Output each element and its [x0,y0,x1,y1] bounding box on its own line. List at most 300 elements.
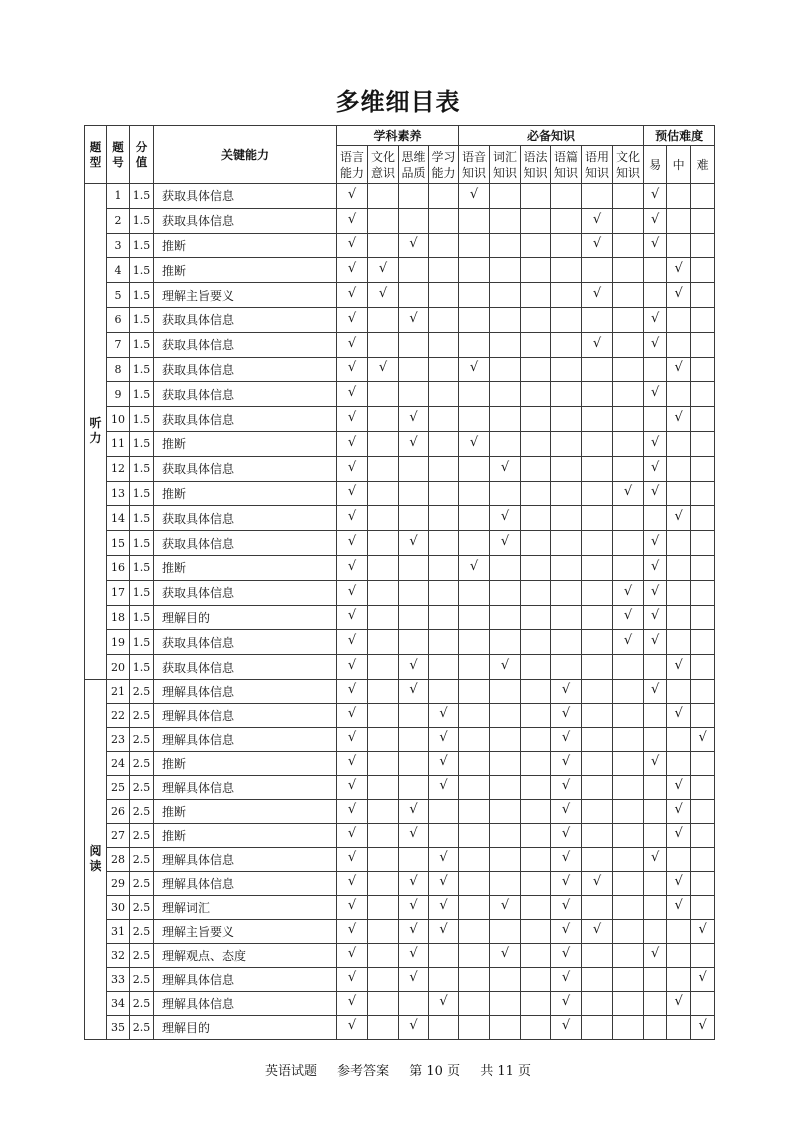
mark-cell [582,307,613,332]
mark-cell [399,823,429,847]
mark-cell [551,847,582,871]
mark-cell [399,283,429,308]
table-row [85,727,715,751]
header-type-label: 题型 [89,140,102,169]
mark-cell [337,871,368,895]
question-number: 35 [107,1015,130,1039]
table-row [85,283,715,308]
mark-cell [368,847,399,871]
mark-cell [582,481,613,506]
footer-doc: 参考答案 [337,1064,390,1079]
key-ability: 获取具体信息 [154,580,337,605]
question-number: 12 [107,456,130,481]
mark-cell [521,431,551,456]
mark-cell [429,823,459,847]
mark-cell [667,456,691,481]
mark-cell [644,895,667,919]
mark-cell [521,943,551,967]
mark-cell [691,967,715,991]
key-ability: 获取具体信息 [154,307,337,332]
mark-cell [429,967,459,991]
mark-cell [337,895,368,919]
mark-cell [551,751,582,775]
mark-cell [644,258,667,283]
column-header-line: 语言 [339,149,364,164]
key-ability: 理解具体信息 [154,871,337,895]
mark-cell [551,727,582,751]
mark-cell [667,481,691,506]
column-header-line: 知识 [585,165,610,180]
mark-cell [399,703,429,727]
mark-cell [644,357,667,382]
check-mark: √ [347,558,357,574]
mark-cell [613,679,644,703]
mark-cell [490,555,521,580]
mark-cell [337,605,368,630]
mark-cell [368,943,399,967]
column-header-line: 中 [672,157,685,172]
mark-cell [644,431,667,456]
mark-cell [429,703,459,727]
mark-cell [551,580,582,605]
check-mark: √ [674,410,683,426]
mark-cell [613,630,644,655]
mark-cell [459,208,490,233]
mark-cell [521,605,551,630]
column-header-line: 思维 [401,149,426,164]
mark-cell [368,991,399,1015]
mark-cell [582,823,613,847]
mark-cell [490,991,521,1015]
key-ability: 推断 [154,481,337,506]
mark-cell [582,703,613,727]
mark-cell [644,655,667,680]
check-mark: √ [469,434,479,450]
key-ability: 获取具体信息 [154,332,337,357]
mark-cell [582,283,613,308]
mark-cell [399,431,429,456]
question-number: 19 [107,630,130,655]
mark-cell [521,531,551,556]
mark-cell [551,871,582,895]
mark-cell [429,919,459,943]
mark-cell [691,332,715,357]
column-header-line: 语篇 [554,149,579,164]
check-mark: √ [674,874,683,890]
key-ability: 推断 [154,751,337,775]
check-mark: √ [439,922,448,938]
key-ability: 获取具体信息 [154,407,337,432]
mark-cell [429,775,459,799]
mark-cell [551,895,582,919]
question-score: 1.5 [130,382,154,407]
check-mark: √ [347,211,357,227]
mark-cell [644,580,667,605]
question-score: 2.5 [130,895,154,919]
check-mark: √ [347,826,357,842]
check-mark: √ [650,310,660,326]
mark-cell [691,895,715,919]
mark-cell [691,799,715,823]
check-mark: √ [347,534,357,550]
mark-cell [490,919,521,943]
mark-cell [691,531,715,556]
mark-cell [337,727,368,751]
mark-cell [459,407,490,432]
column-header [644,146,667,184]
mark-cell [429,605,459,630]
mark-cell [337,679,368,703]
key-ability: 理解具体信息 [154,775,337,799]
question-number: 22 [107,703,130,727]
mark-cell [691,775,715,799]
question-number: 5 [107,283,130,308]
mark-cell [490,799,521,823]
key-ability: 获取具体信息 [154,184,337,209]
mark-cell [613,727,644,751]
column-header-line: 知识 [493,165,518,180]
mark-cell [459,799,490,823]
mark-cell [613,919,644,943]
mark-cell [459,895,490,919]
mark-cell [613,775,644,799]
question-number: 26 [107,799,130,823]
mark-cell [667,727,691,751]
mark-cell [337,184,368,209]
question-score: 1.5 [130,555,154,580]
check-mark: √ [561,802,571,818]
mark-cell [521,506,551,531]
mark-cell [399,679,429,703]
check-mark: √ [674,826,683,842]
mark-cell [399,332,429,357]
mark-cell [613,580,644,605]
mark-cell [691,357,715,382]
check-mark: √ [347,874,357,890]
check-mark: √ [347,682,357,698]
page-footer [0,1064,796,1080]
check-mark: √ [650,484,660,500]
mark-cell [459,431,490,456]
mark-cell [337,407,368,432]
mark-cell [691,382,715,407]
mark-cell [691,506,715,531]
mark-cell [490,332,521,357]
question-number: 21 [107,679,130,703]
mark-cell [368,1015,399,1039]
mark-cell [368,655,399,680]
question-number: 31 [107,919,130,943]
mark-cell [613,506,644,531]
mark-cell [691,431,715,456]
check-mark: √ [592,211,602,227]
table-row [85,847,715,871]
mark-cell [691,1015,715,1039]
check-mark: √ [500,658,510,674]
column-header [667,146,691,184]
mark-cell [459,357,490,382]
mark-cell [490,703,521,727]
check-mark: √ [347,310,357,326]
mark-cell [337,847,368,871]
mark-cell [399,799,429,823]
mark-cell [337,823,368,847]
check-mark: √ [347,236,357,252]
mark-cell [490,895,521,919]
mark-cell [582,531,613,556]
mark-cell [521,823,551,847]
mark-cell [644,382,667,407]
check-mark: √ [409,802,418,818]
key-ability: 理解主旨要义 [154,919,337,943]
mark-cell [399,967,429,991]
mark-cell [551,967,582,991]
check-mark: √ [698,730,707,746]
header-number [107,126,130,184]
table-row [85,431,715,456]
key-ability: 推断 [154,233,337,258]
mark-cell [667,919,691,943]
mark-cell [459,991,490,1015]
mark-cell [399,307,429,332]
check-mark: √ [623,608,633,624]
header-group-knowledge: 必备知识 [459,126,644,146]
mark-cell [459,1015,490,1039]
mark-cell [613,307,644,332]
mark-cell [429,555,459,580]
mark-cell [667,775,691,799]
mark-cell [691,258,715,283]
mark-cell [582,630,613,655]
mark-cell [691,555,715,580]
check-mark: √ [439,754,448,770]
mark-cell [644,456,667,481]
mark-cell [399,775,429,799]
mark-cell [459,775,490,799]
mark-cell [613,967,644,991]
mark-cell [368,679,399,703]
mark-cell [368,382,399,407]
column-header-line: 知识 [554,165,579,180]
column-header-line: 意识 [370,165,395,180]
check-mark: √ [347,658,357,674]
mark-cell [613,555,644,580]
mark-cell [459,605,490,630]
mark-cell [551,184,582,209]
mark-cell [399,991,429,1015]
mark-cell [551,799,582,823]
mark-cell [429,1015,459,1039]
mark-cell [368,895,399,919]
table-row [85,531,715,556]
mark-cell [582,332,613,357]
check-mark: √ [347,434,357,450]
column-header [459,146,490,184]
key-ability: 推断 [154,555,337,580]
mark-cell [459,258,490,283]
mark-cell [490,233,521,258]
question-number: 2 [107,208,130,233]
mark-cell [459,703,490,727]
column-header-line: 能力 [431,165,456,180]
mark-cell [667,382,691,407]
mark-cell [429,506,459,531]
mark-cell [337,307,368,332]
check-mark: √ [409,898,418,914]
table-row [85,655,715,680]
check-mark: √ [439,994,448,1010]
mark-cell [582,605,613,630]
mark-cell [644,630,667,655]
page-title: 多维细目表 [335,87,461,116]
column-header [582,146,613,184]
mark-cell [399,208,429,233]
check-mark: √ [698,970,707,986]
question-number: 33 [107,967,130,991]
check-mark: √ [561,730,571,746]
column-header-line: 语法 [523,149,548,164]
mark-cell [459,456,490,481]
mark-cell [368,799,399,823]
mark-cell [582,407,613,432]
mark-cell [644,967,667,991]
mark-cell [521,727,551,751]
check-mark: √ [623,583,633,599]
table-row [85,630,715,655]
mark-cell [490,531,521,556]
question-number: 15 [107,531,130,556]
table-row [85,233,715,258]
mark-cell [337,580,368,605]
mark-cell [613,531,644,556]
question-score: 1.5 [130,531,154,556]
mark-cell [551,456,582,481]
mark-cell [337,967,368,991]
check-mark: √ [347,994,357,1010]
mark-cell [521,456,551,481]
mark-cell [613,258,644,283]
mark-cell [691,823,715,847]
mark-cell [490,307,521,332]
mark-cell [582,967,613,991]
mark-cell [667,967,691,991]
mark-cell [551,991,582,1015]
mark-cell [582,847,613,871]
mark-cell [667,233,691,258]
mark-cell [582,208,613,233]
mark-cell [644,208,667,233]
mark-cell [551,605,582,630]
mark-cell [399,871,429,895]
mark-cell [551,943,582,967]
check-mark: √ [409,682,418,698]
check-mark: √ [561,1018,571,1034]
mark-cell [368,357,399,382]
mark-cell [691,407,715,432]
mark-cell [490,943,521,967]
mark-cell [399,506,429,531]
mark-cell [337,357,368,382]
mark-cell [459,332,490,357]
column-header [490,146,521,184]
question-number: 1 [107,184,130,209]
mark-cell [582,871,613,895]
check-mark: √ [592,922,602,938]
mark-cell [490,184,521,209]
mark-cell [399,481,429,506]
table-row [85,605,715,630]
table-row [85,506,715,531]
mark-cell [521,283,551,308]
question-number: 8 [107,357,130,382]
table-row [85,456,715,481]
mark-cell [644,555,667,580]
question-score: 2.5 [130,727,154,751]
mark-cell [582,506,613,531]
mark-cell [429,407,459,432]
mark-cell [399,233,429,258]
question-score: 1.5 [130,332,154,357]
key-ability: 获取具体信息 [154,208,337,233]
mark-cell [644,775,667,799]
key-ability: 理解具体信息 [154,727,337,751]
key-ability: 获取具体信息 [154,357,337,382]
key-ability: 理解词汇 [154,895,337,919]
question-score: 2.5 [130,871,154,895]
mark-cell [691,208,715,233]
mark-cell [691,456,715,481]
mark-cell [691,481,715,506]
check-mark: √ [347,385,357,401]
question-score: 2.5 [130,919,154,943]
mark-cell [429,307,459,332]
mark-cell [521,919,551,943]
mark-cell [582,943,613,967]
mark-cell [551,630,582,655]
mark-cell [429,357,459,382]
mark-cell [521,382,551,407]
mark-cell [521,871,551,895]
question-score: 1.5 [130,283,154,308]
mark-cell [521,799,551,823]
check-mark: √ [500,509,510,525]
check-mark: √ [650,608,660,624]
question-number: 18 [107,605,130,630]
mark-cell [459,655,490,680]
check-mark: √ [409,826,418,842]
column-header-line: 文化 [370,149,395,164]
mark-cell [582,184,613,209]
mark-cell [551,531,582,556]
check-mark: √ [500,898,510,914]
mark-cell [582,456,613,481]
key-ability: 理解具体信息 [154,967,337,991]
mark-cell [667,630,691,655]
mark-cell [459,481,490,506]
check-mark: √ [409,534,418,550]
mark-cell [429,283,459,308]
mark-cell [691,233,715,258]
mark-cell [521,258,551,283]
mark-cell [429,991,459,1015]
mark-cell [667,531,691,556]
mark-cell [399,943,429,967]
mark-cell [490,580,521,605]
question-score: 1.5 [130,481,154,506]
mark-cell [459,727,490,751]
mark-cell [644,991,667,1015]
mark-cell [667,184,691,209]
